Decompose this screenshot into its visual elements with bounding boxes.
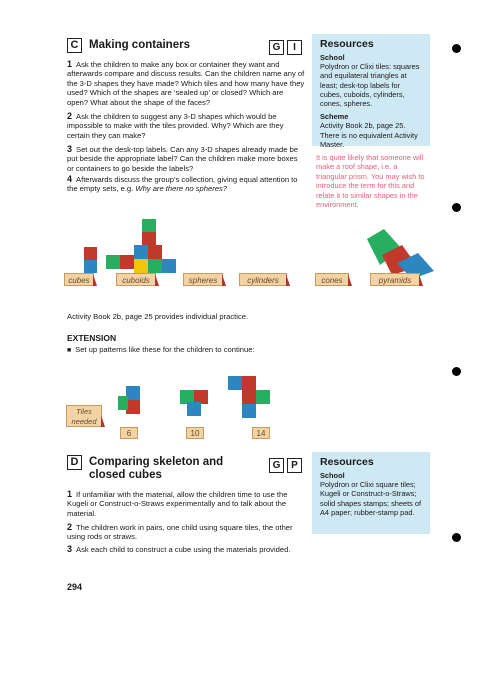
step-text: Ask the children to make any box or container they want and afterwards compare and discuss results. Can the children name any of the 3-D shapes they have made? Which tiles and how many have they used? Which of the shapes are ‘sealed up’ or closed? Which are open? What about the shape of the faces? <box>67 60 305 107</box>
section-title-line: Comparing skeleton and <box>89 456 224 468</box>
activity-note: Activity Book 2b, page 25 provides individual practice. <box>67 312 249 321</box>
tile-count: 14 <box>252 427 270 439</box>
tile-count: 10 <box>186 427 204 439</box>
bullet-icon: ■ <box>67 347 76 354</box>
section-letter: D <box>67 455 82 470</box>
step-2 <box>67 523 305 542</box>
scheme-text: Activity Book 2b, page 25. There is no equivalent Activity Master. <box>320 121 418 149</box>
section-tags <box>266 37 302 55</box>
step-1 <box>67 60 305 107</box>
school-heading: School <box>320 471 345 480</box>
teacher-note: It is quite likely that someone will make a roof shape, i.e. a triangular prism. You may wish to introduce the term for this and relate it to similar shapes in the environment. <box>316 153 425 210</box>
label-cylinders: cylinders <box>239 273 287 286</box>
section-title <box>89 456 223 482</box>
step-number: 3 <box>67 144 73 154</box>
school-heading: School <box>320 53 345 62</box>
tag: G <box>269 458 284 473</box>
resources-title: Resources <box>320 456 374 468</box>
step-text: Ask each child to construct a cube using the materials provided. <box>76 545 291 554</box>
extension-text: Set up patterns like these for the children to continue: <box>75 345 255 354</box>
step-text: Ask the children to suggest any 3-D shapes which would be impossible to make with the tiles provided. Why? Which are they certain they can make? <box>67 112 284 140</box>
step-3 <box>67 545 305 554</box>
step-number: 1 <box>67 59 73 69</box>
section-tags <box>266 455 302 473</box>
binder-hole <box>452 44 461 53</box>
binder-hole <box>452 533 461 542</box>
step-4 <box>67 175 305 194</box>
step-1 <box>67 490 305 518</box>
cube-patterns-illustration <box>118 372 278 432</box>
school-text: Polydron or Clixi tiles: squares and equilateral triangles at least; desk-top labels for cubes, cuboids, cylinders, cones, spheres. <box>320 62 420 109</box>
section-title-line: closed cubes <box>89 469 162 481</box>
extension-heading: EXTENSION <box>67 333 117 343</box>
step-text: The children work in pairs, one child using square tiles, the other using rods or straws. <box>67 523 293 542</box>
step-number: 2 <box>67 111 73 121</box>
step-number: 1 <box>67 489 73 499</box>
step-italic: Why are there no spheres? <box>135 184 228 194</box>
resources-panel <box>312 34 430 149</box>
section-title: Making containers <box>89 39 190 51</box>
extension-bullet <box>67 345 367 355</box>
step-text: If unfamiliar with the material, allow the children time to use the Kugeli or Construct-o-Straws experimentally and to talk about the material. <box>67 490 288 518</box>
step-text: Set out the desk-top labels. Can any 3-D shapes already made be put beside the appropriate label? Can the children make more boxes or containers to go beside the labels? <box>67 145 299 173</box>
scheme-heading: Scheme <box>320 112 349 122</box>
step-number: 4 <box>67 174 73 184</box>
label-spheres: spheres <box>183 273 223 286</box>
binder-hole <box>452 367 461 376</box>
resources-title: Resources <box>320 38 374 50</box>
label-cones: cones <box>315 273 349 286</box>
label-pyramids: pyramids <box>370 273 420 286</box>
label-cubes: cubes <box>64 273 94 286</box>
step-2 <box>67 112 305 140</box>
tag: P <box>287 458 302 473</box>
section-letter: C <box>67 38 82 53</box>
binder-hole <box>452 203 461 212</box>
tag: I <box>287 40 302 55</box>
step-number: 2 <box>67 522 73 532</box>
page-number: 294 <box>67 582 83 592</box>
resources-panel <box>312 452 430 534</box>
step-3 <box>67 145 305 173</box>
tiles-needed-label: Tiles needed <box>66 405 102 427</box>
tag: G <box>269 40 284 55</box>
tile-count: 6 <box>120 427 138 439</box>
label-cuboids: cuboids <box>116 273 156 286</box>
step-text: Afterwards discuss the group’s collection, giving equal attention to the empty sets, e.g. <box>67 175 298 194</box>
step-number: 3 <box>67 544 73 554</box>
school-text: Polydron or Clixi square tiles; Kugeli or Construct-o-Straws; solid shapes stamps; sheets of A4 paper; rubber-stamp pad. <box>320 480 422 517</box>
